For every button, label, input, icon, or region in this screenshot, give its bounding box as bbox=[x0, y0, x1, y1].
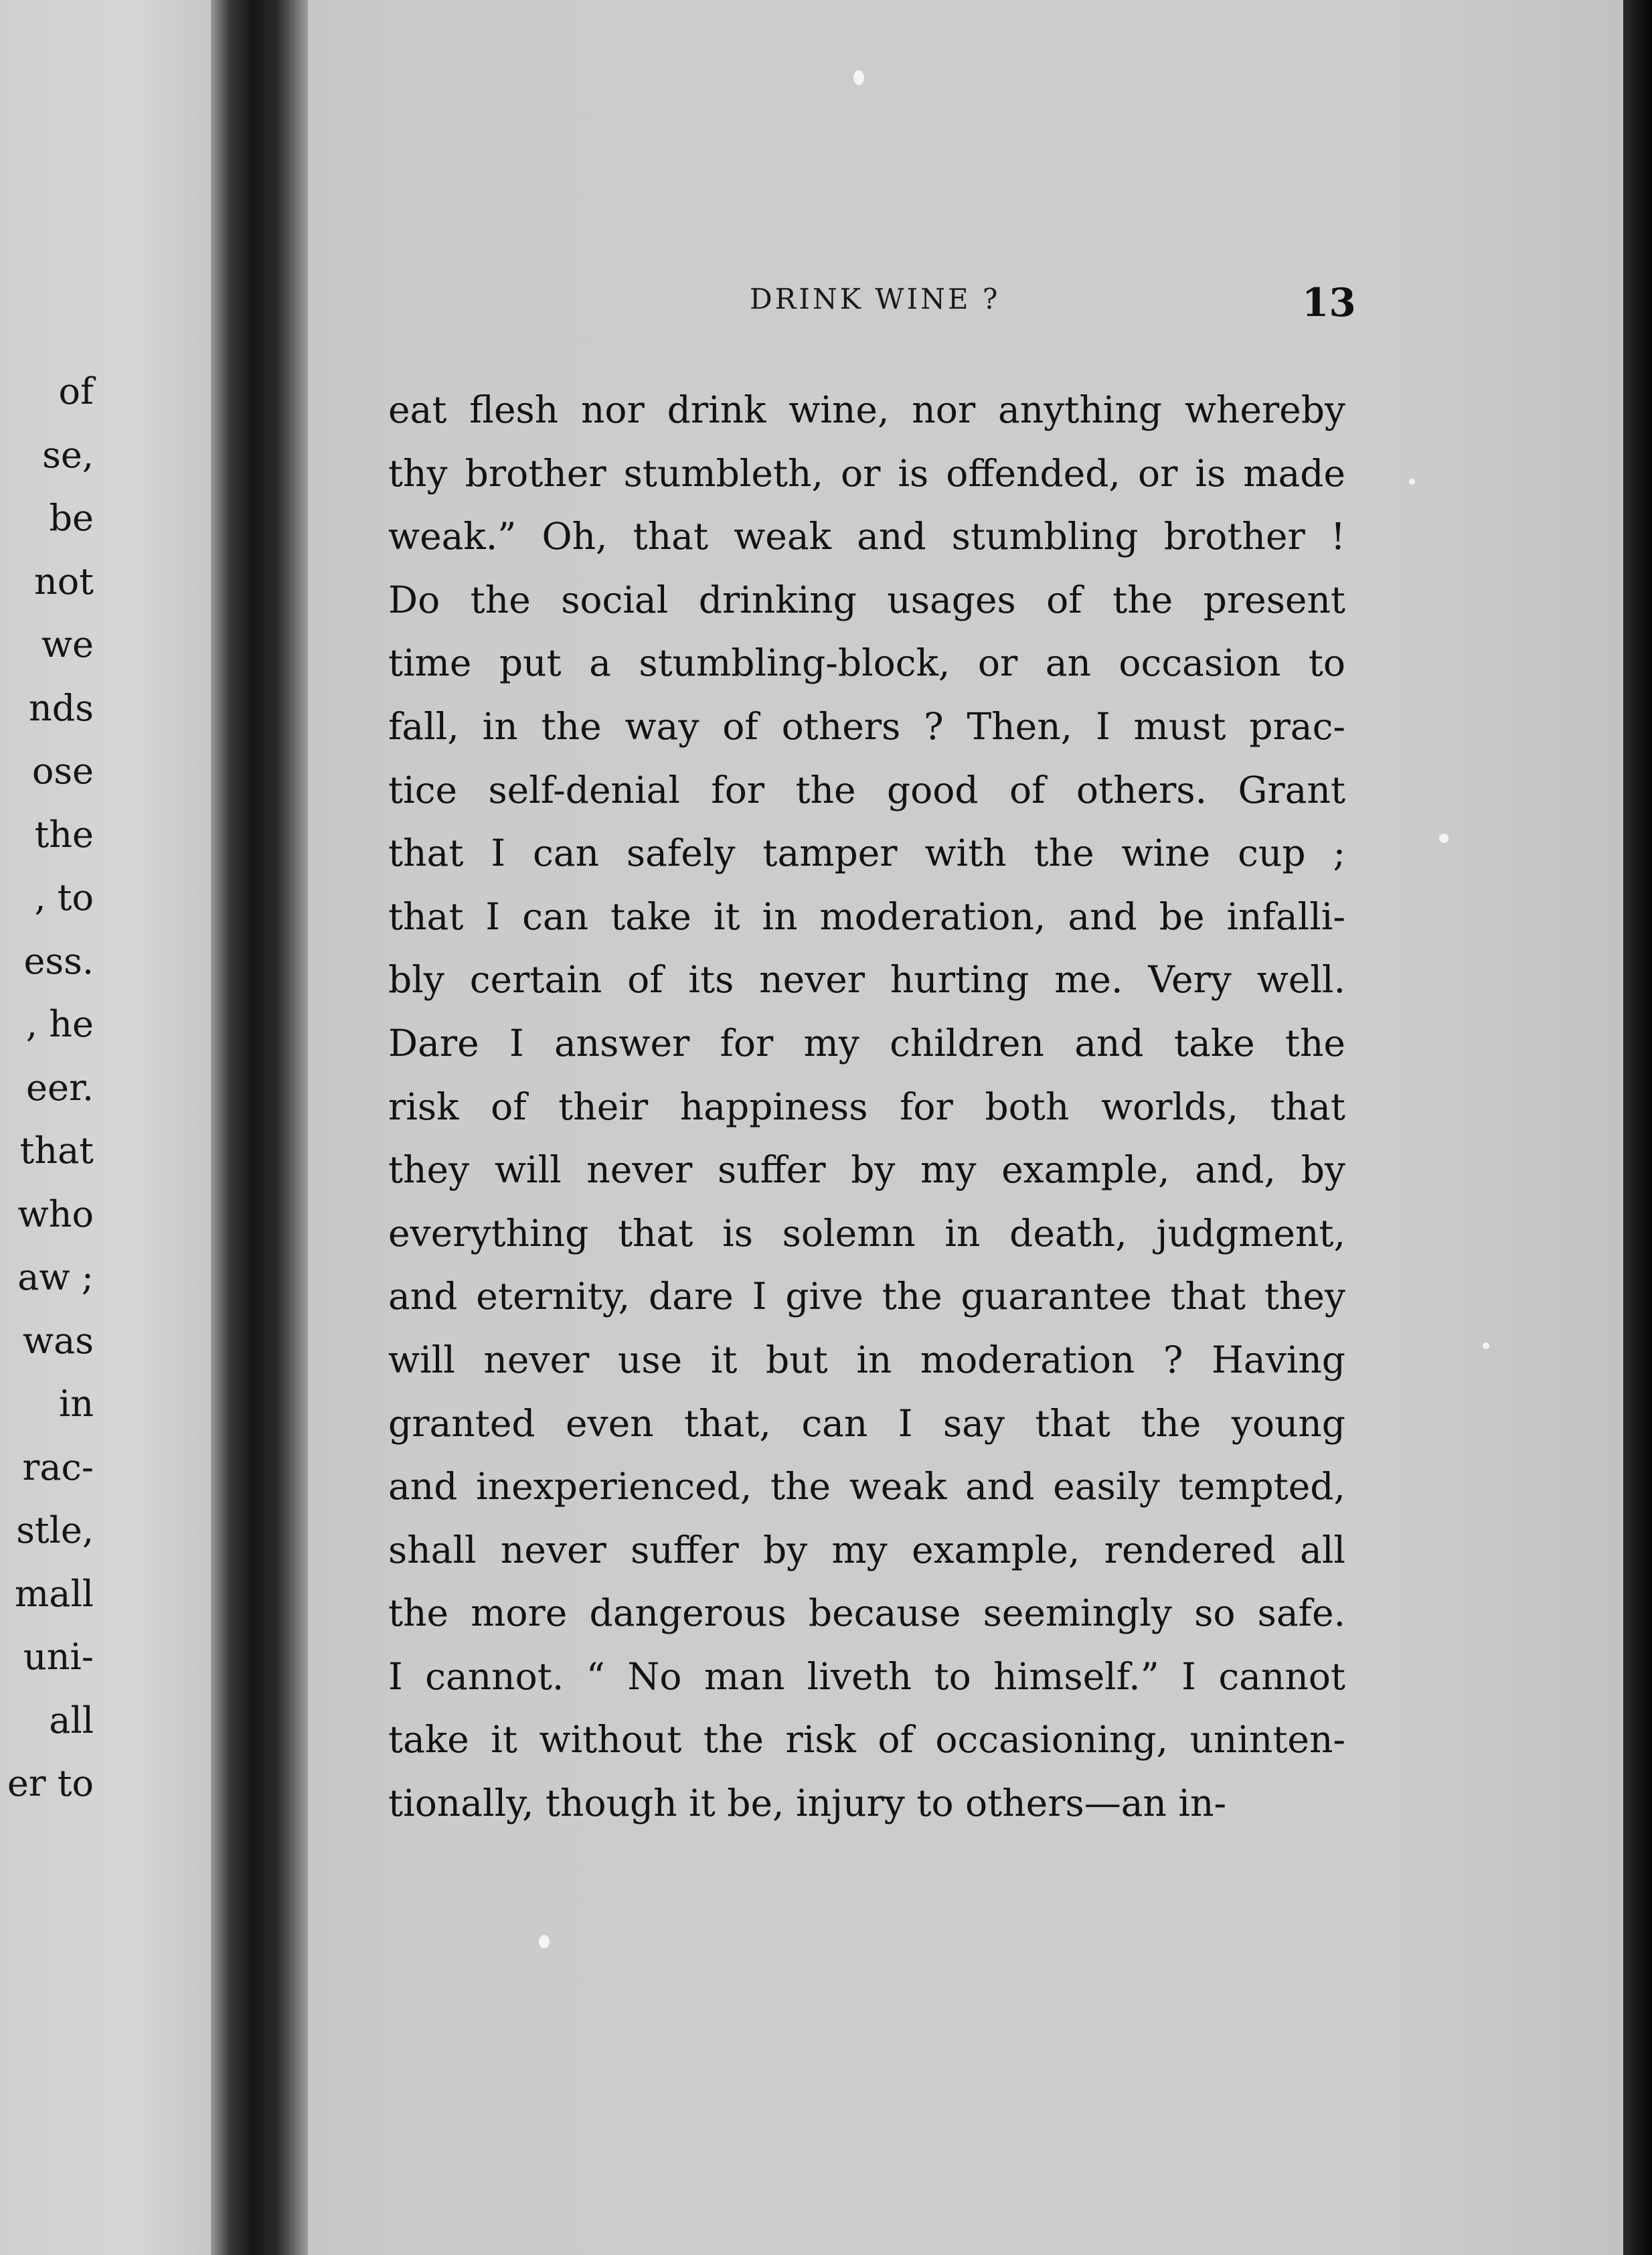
text-line: that I can take it in moderation, and be infalli- bbox=[388, 895, 1345, 938]
left-fragment-line: ess. bbox=[23, 939, 94, 982]
text-line: bly certain of its never hurting me. Very well. bbox=[388, 958, 1345, 1002]
left-fragment-line: in bbox=[58, 1383, 94, 1425]
text-line: Dare I answer for my children and take the bbox=[388, 1021, 1345, 1065]
text-line: eat flesh nor drink wine, nor anything whereby bbox=[388, 388, 1345, 431]
left-fragment-line: nds bbox=[28, 686, 94, 729]
dust-speck bbox=[853, 70, 864, 85]
text-line: and inexperienced, the weak and easily tempted, bbox=[388, 1465, 1345, 1508]
dust-speck bbox=[1439, 834, 1449, 843]
dust-speck bbox=[1483, 1342, 1489, 1349]
page-number: 13 bbox=[1302, 280, 1356, 325]
text-line: fall, in the way of others ? Then, I must prac- bbox=[388, 704, 1345, 748]
left-fragment-line: rac- bbox=[22, 1446, 94, 1488]
text-line: I cannot. “ No man liveth to himself.” I cannot bbox=[388, 1654, 1345, 1698]
left-fragment-line: the bbox=[34, 813, 94, 856]
left-facing-page bbox=[0, 0, 221, 2255]
text-line: Do the social drinking usages of the present bbox=[388, 578, 1345, 621]
dust-speck bbox=[1409, 479, 1415, 485]
text-line: and eternity, dare I give the guarantee that they bbox=[388, 1275, 1345, 1318]
text-line: tionally, though it be, injury to others—an in- bbox=[388, 1782, 1227, 1825]
text-line: they will never suffer by my example, and, by bbox=[388, 1148, 1345, 1192]
left-fragment-line: was bbox=[22, 1319, 94, 1362]
left-fragment-line: eer. bbox=[26, 1066, 94, 1109]
text-line: take it without the risk of occasioning, uninten- bbox=[388, 1718, 1345, 1762]
left-fragment-line: uni- bbox=[23, 1636, 94, 1678]
left-fragment-line: ose bbox=[31, 750, 94, 792]
left-fragment-line: not bbox=[34, 560, 94, 603]
text-line: time put a stumbling-block, or an occasion to bbox=[388, 641, 1345, 685]
left-fragment-line: aw ; bbox=[17, 1256, 94, 1298]
text-line: tice self-denial for the good of others. Grant bbox=[388, 768, 1345, 811]
left-fragment-line: stle, bbox=[16, 1509, 94, 1551]
running-head: DRINK WINE ? bbox=[750, 283, 1001, 315]
text-line: risk of their happiness for both worlds, that bbox=[388, 1085, 1345, 1128]
dust-speck bbox=[539, 1935, 550, 1948]
left-fragment-line: , to bbox=[34, 876, 94, 919]
text-line: thy brother stumbleth, or is offended, or is made bbox=[388, 451, 1345, 495]
left-page-text-fragments bbox=[0, 360, 94, 1816]
book-gutter-shadow bbox=[211, 0, 305, 2255]
left-fragment-line: er to bbox=[7, 1762, 94, 1804]
text-line: weak.” Oh, that weak and stumbling brother ! bbox=[388, 515, 1345, 558]
left-fragment-line: that bbox=[19, 1130, 94, 1172]
left-fragment-line: be bbox=[49, 497, 94, 539]
left-fragment-line: all bbox=[49, 1699, 94, 1741]
body-text bbox=[388, 378, 1345, 1835]
left-fragment-line: of bbox=[58, 370, 94, 412]
left-fragment-line: se, bbox=[42, 433, 94, 476]
text-line: everything that is solemn in death, judgment, bbox=[388, 1211, 1345, 1255]
text-line: granted even that, can I say that the young bbox=[388, 1401, 1345, 1445]
text-line: will never use it but in moderation ? Having bbox=[388, 1338, 1345, 1381]
text-line: the more dangerous because seemingly so safe. bbox=[388, 1591, 1345, 1635]
left-fragment-line: , he bbox=[25, 1003, 94, 1045]
left-fragment-line: we bbox=[41, 623, 94, 666]
left-fragment-line: who bbox=[17, 1192, 94, 1235]
text-line: that I can safely tamper with the wine cup ; bbox=[388, 832, 1345, 875]
scan-right-border bbox=[1623, 0, 1652, 2255]
text-line: shall never suffer by my example, rendered all bbox=[388, 1528, 1345, 1571]
left-fragment-line: mall bbox=[15, 1572, 94, 1615]
